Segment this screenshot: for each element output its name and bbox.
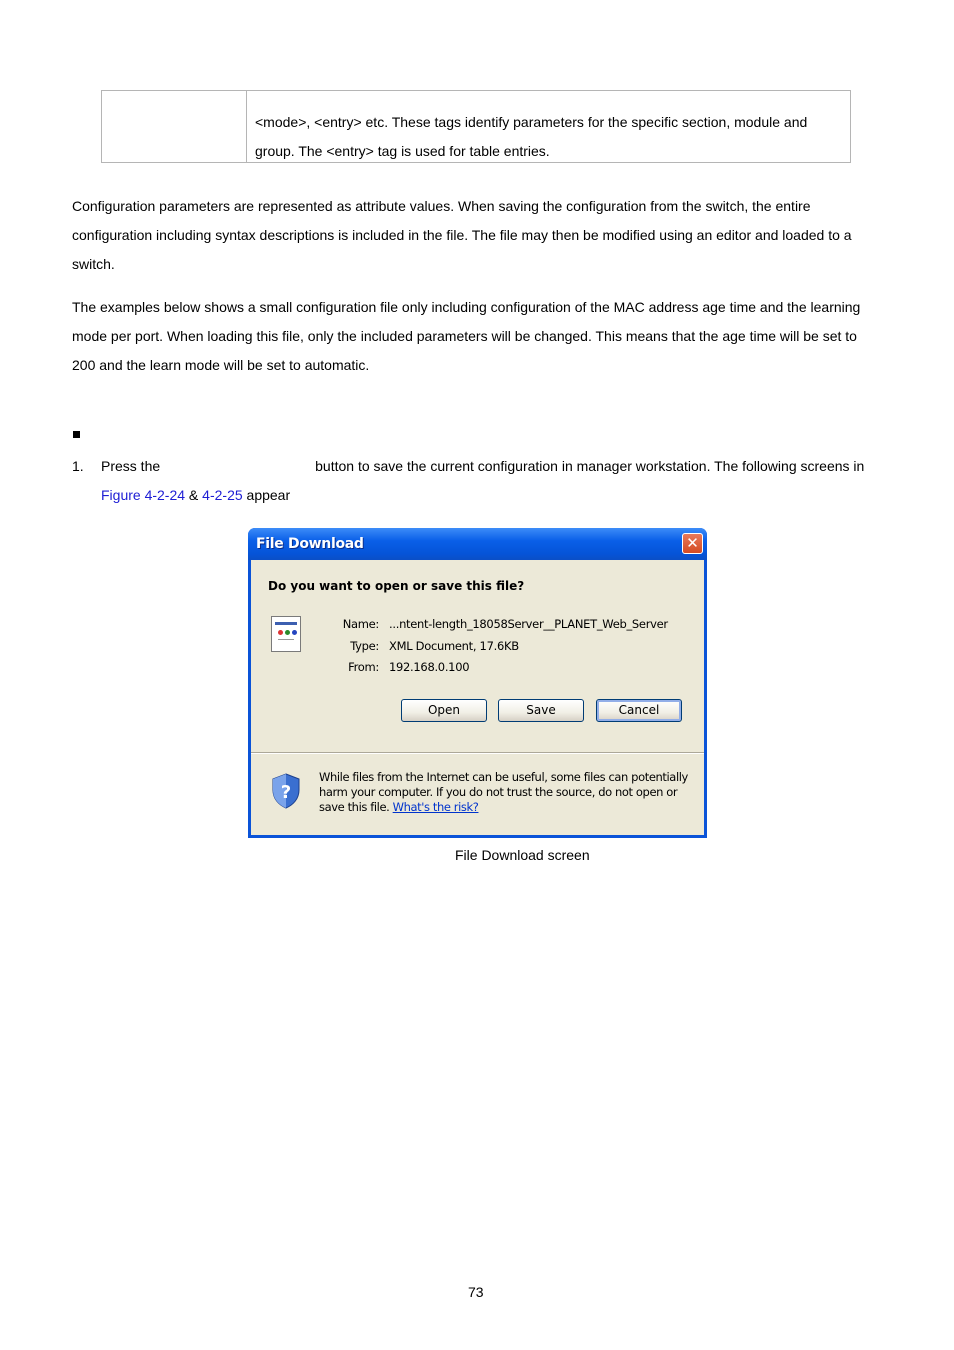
- step-press: Press the: [101, 458, 161, 474]
- paragraph-line: The examples below shows a small configuration file only including configuration of the MAC address age time and the learning: [72, 299, 861, 315]
- table-empty-cell: [102, 91, 247, 162]
- step-appear: appear: [242, 487, 291, 503]
- paragraph-examples: [72, 293, 884, 380]
- from-value: 192.168.0.100: [389, 660, 470, 674]
- paragraph-line: 200 and the learn mode will be set to automatic.: [72, 357, 370, 373]
- dialog-body: [251, 560, 704, 835]
- type-value: XML Document, 17.6KB: [389, 639, 519, 653]
- name-label: Name:: [342, 617, 379, 631]
- step-text-line2: [101, 485, 290, 505]
- table-text-line: <mode>, <entry> etc. These tags identify parameters for the specific section, module and: [255, 114, 808, 130]
- figure-link-4-2-24[interactable]: Figure 4-2-24: [101, 487, 186, 503]
- open-button[interactable]: Open: [401, 699, 487, 722]
- step-text-line1: [101, 456, 864, 476]
- close-icon[interactable]: ✕: [682, 533, 703, 554]
- save-button[interactable]: Save: [498, 699, 584, 722]
- step-rest: button to save the current configuration in manager workstation. The following screens in: [315, 458, 865, 474]
- step-number: 1.: [72, 458, 84, 474]
- security-warning: [319, 770, 689, 815]
- warning-line: While files from the Internet can be useful, some files can potentially: [319, 770, 688, 784]
- dialog-question: Do you want to open or save this file?: [268, 579, 525, 593]
- figure-link-4-2-25[interactable]: 4-2-25: [202, 487, 243, 503]
- from-label: From:: [348, 660, 379, 674]
- name-value: ...ntent-length_18058Server__PLANET_Web_Server: [389, 617, 668, 631]
- paragraph-config-parameters: [72, 192, 884, 279]
- page-number: 73: [468, 1284, 484, 1300]
- type-label: Type:: [350, 639, 379, 653]
- dialog-title: File Download: [256, 536, 364, 552]
- step-amp: &: [185, 487, 203, 503]
- xml-file-icon: [271, 616, 301, 652]
- paragraph-line: Configuration parameters are represented as attribute values. When saving the configuration from the switch, the entire: [72, 198, 811, 214]
- shield-glyph: ?: [280, 782, 292, 803]
- paragraph-line: switch.: [72, 256, 115, 272]
- warning-line: harm your computer. If you do not trust the source, do not open or: [319, 785, 678, 799]
- cancel-button[interactable]: Cancel: [596, 699, 682, 722]
- parameter-table: [101, 90, 851, 163]
- warning-line: save this file. What's the risk?: [319, 800, 479, 814]
- paragraph-line: mode per port. When loading this file, only the included parameters will be changed. This means that the age time will be set to: [72, 328, 857, 344]
- table-description-cell: [255, 108, 845, 166]
- table-text-line: group. The <entry> tag is used for table entries.: [255, 143, 550, 159]
- figure-caption: File Download screen: [455, 847, 590, 863]
- dialog-titlebar[interactable]: [248, 528, 707, 560]
- paragraph-line: configuration including syntax descriptions is included in the file. The file may then be modified using an editor and loaded to a: [72, 227, 852, 243]
- security-shield-icon: [271, 773, 301, 809]
- file-download-dialog: [248, 528, 707, 838]
- whats-the-risk-link[interactable]: What's the risk?: [392, 800, 479, 814]
- bullet-square-icon: [73, 431, 80, 438]
